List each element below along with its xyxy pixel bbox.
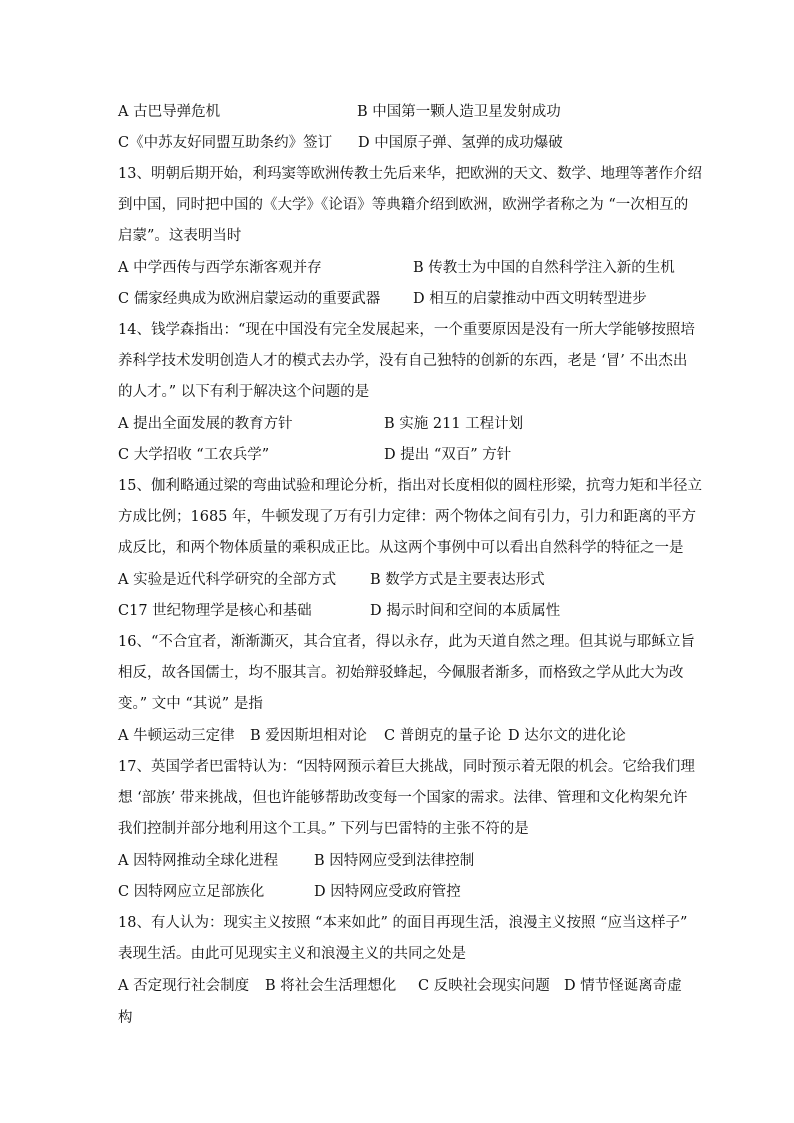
q18-option-c: C 反映社会现实问题 [418, 978, 550, 994]
q14-stem-line-2: 养科学技术发明创造人才的模式去办学，没有自己独特的创新的东西，老是 ‘冒’ 不出杰出 [118, 353, 688, 369]
q15-option-a: A 实验是近代科学研究的全部方式 [118, 572, 337, 588]
q13-option-a: A 中学西传与西学东渐客观并存 [118, 260, 322, 276]
q17-stem-line-3: 我们控制并部分地利用这个工具。” 下列与巴雷特的主张不符的是 [118, 821, 529, 837]
q16-stem-line-2: 相反，故各国儒士，均不服其言。初始辩驳蜂起，今佩服者渐多，而格致之学从此大为改 [118, 665, 684, 681]
q17-stem-line-2: 想 ‘部族’ 带来挑战，但也许能够帮助改变每一个国家的需求。法律、管理和文化构架允许 [118, 790, 688, 806]
q14-option-d: D 提出 “双百” 方针 [384, 447, 512, 463]
q13-stem-line-1: 13、明朝后期开始，利玛窦等欧洲传教士先后来华，把欧洲的天文、数学、地理等著作介绍 [118, 166, 702, 182]
q13-stem-line-3: 启蒙”。这表明当时 [118, 228, 242, 244]
q15-option-b: B 数学方式是主要表达形式 [370, 572, 545, 588]
q13-option-d: D 相互的启蒙推动中西文明转型进步 [413, 291, 647, 307]
q14-stem-line-1: 14、钱学森指出：“现在中国没有完全发展起来，一个重要原因是没有一所大学能够按照培 [118, 322, 695, 338]
q17-option-c: C 因特网应立足部族化 [118, 884, 265, 900]
q18-stem-line-1: 18、有人认为：现实主义按照 “本来如此” 的面目再现生活，浪漫主义按照 “应当这样子” [118, 915, 688, 931]
q12-option-c: C《中苏友好同盟互助条约》签订 [118, 135, 333, 151]
q18-option-d-continued: 构 [118, 1010, 133, 1026]
q14-stem-line-3: 的人才。” 以下有利于解决这个问题的是 [118, 384, 370, 400]
q16-stem-line-1: 16、“不合宜者，渐渐澌灭，其合宜者，得以永存，此为天道自然之理。但其说与耶稣立旨 [118, 634, 695, 650]
q13-option-c: C 儒家经典成为欧洲启蒙运动的重要武器 [118, 291, 381, 307]
q17-option-b: B 因特网应受到法律控制 [314, 853, 475, 869]
q12-option-b: B 中国第一颗人造卫星发射成功 [357, 104, 561, 120]
q18-option-b: B 将社会生活理想化 [265, 978, 397, 994]
q15-stem-line-2: 方成比例；1685 年，牛顿发现了万有引力定律：两个物体之间有引力，引力和距离的平方 [118, 509, 697, 525]
q18-option-d: D 情节怪诞离奇虚 [564, 978, 682, 994]
q16-option-d: D 达尔文的进化论 [508, 728, 626, 744]
q12-option-a: A 古巴导弹危机 [118, 104, 221, 120]
q16-stem-line-3: 变。” 文中 “其说” 是指 [118, 696, 263, 712]
q14-option-a: A 提出全面发展的教育方针 [118, 416, 293, 432]
q18-stem-line-2: 表现生活。由此可见现实主义和浪漫主义的共同之处是 [118, 946, 466, 962]
q17-stem-line-1: 17、英国学者巴雷特认为：“因特网预示着巨大挑战，同时预示着无限的机会。它给我们理 [118, 759, 695, 775]
q17-option-a: A 因特网推动全球化进程 [118, 853, 279, 869]
q15-option-c: C17 世纪物理学是核心和基础 [118, 603, 312, 619]
q16-option-c: C 普朗克的量子论 [384, 728, 502, 744]
q12-option-d: D 中国原子弹、氢弹的成功爆破 [358, 135, 563, 151]
q14-option-b: B 实施 211 工程计划 [384, 416, 524, 432]
q18-option-a: A 否定现行社会制度 [118, 978, 250, 994]
q17-option-d: D 因特网应受政府管控 [314, 884, 461, 900]
q15-stem-line-1: 15、伽利略通过梁的弯曲试验和理论分析，指出对长度相似的圆柱形梁，抗弯力矩和半径立 [118, 478, 702, 494]
q16-option-a: A 牛顿运动三定律 [118, 728, 235, 744]
q16-option-b: B 爱因斯坦相对论 [250, 728, 367, 744]
q13-stem-line-2: 到中国，同时把中国的《大学》《论语》等典籍介绍到欧洲，欧洲学者称之为 “一次相互的 [118, 197, 689, 213]
q14-option-c: C 大学招收 “工农兵学” [118, 447, 270, 463]
q13-option-b: B 传教士为中国的自然科学注入新的生机 [413, 260, 675, 276]
q15-option-d: D 揭示时间和空间的本质属性 [370, 603, 561, 619]
q15-stem-line-3: 成反比，和两个物体质量的乘积成正比。从这两个事例中可以看出自然科学的特征之一是 [118, 540, 684, 556]
